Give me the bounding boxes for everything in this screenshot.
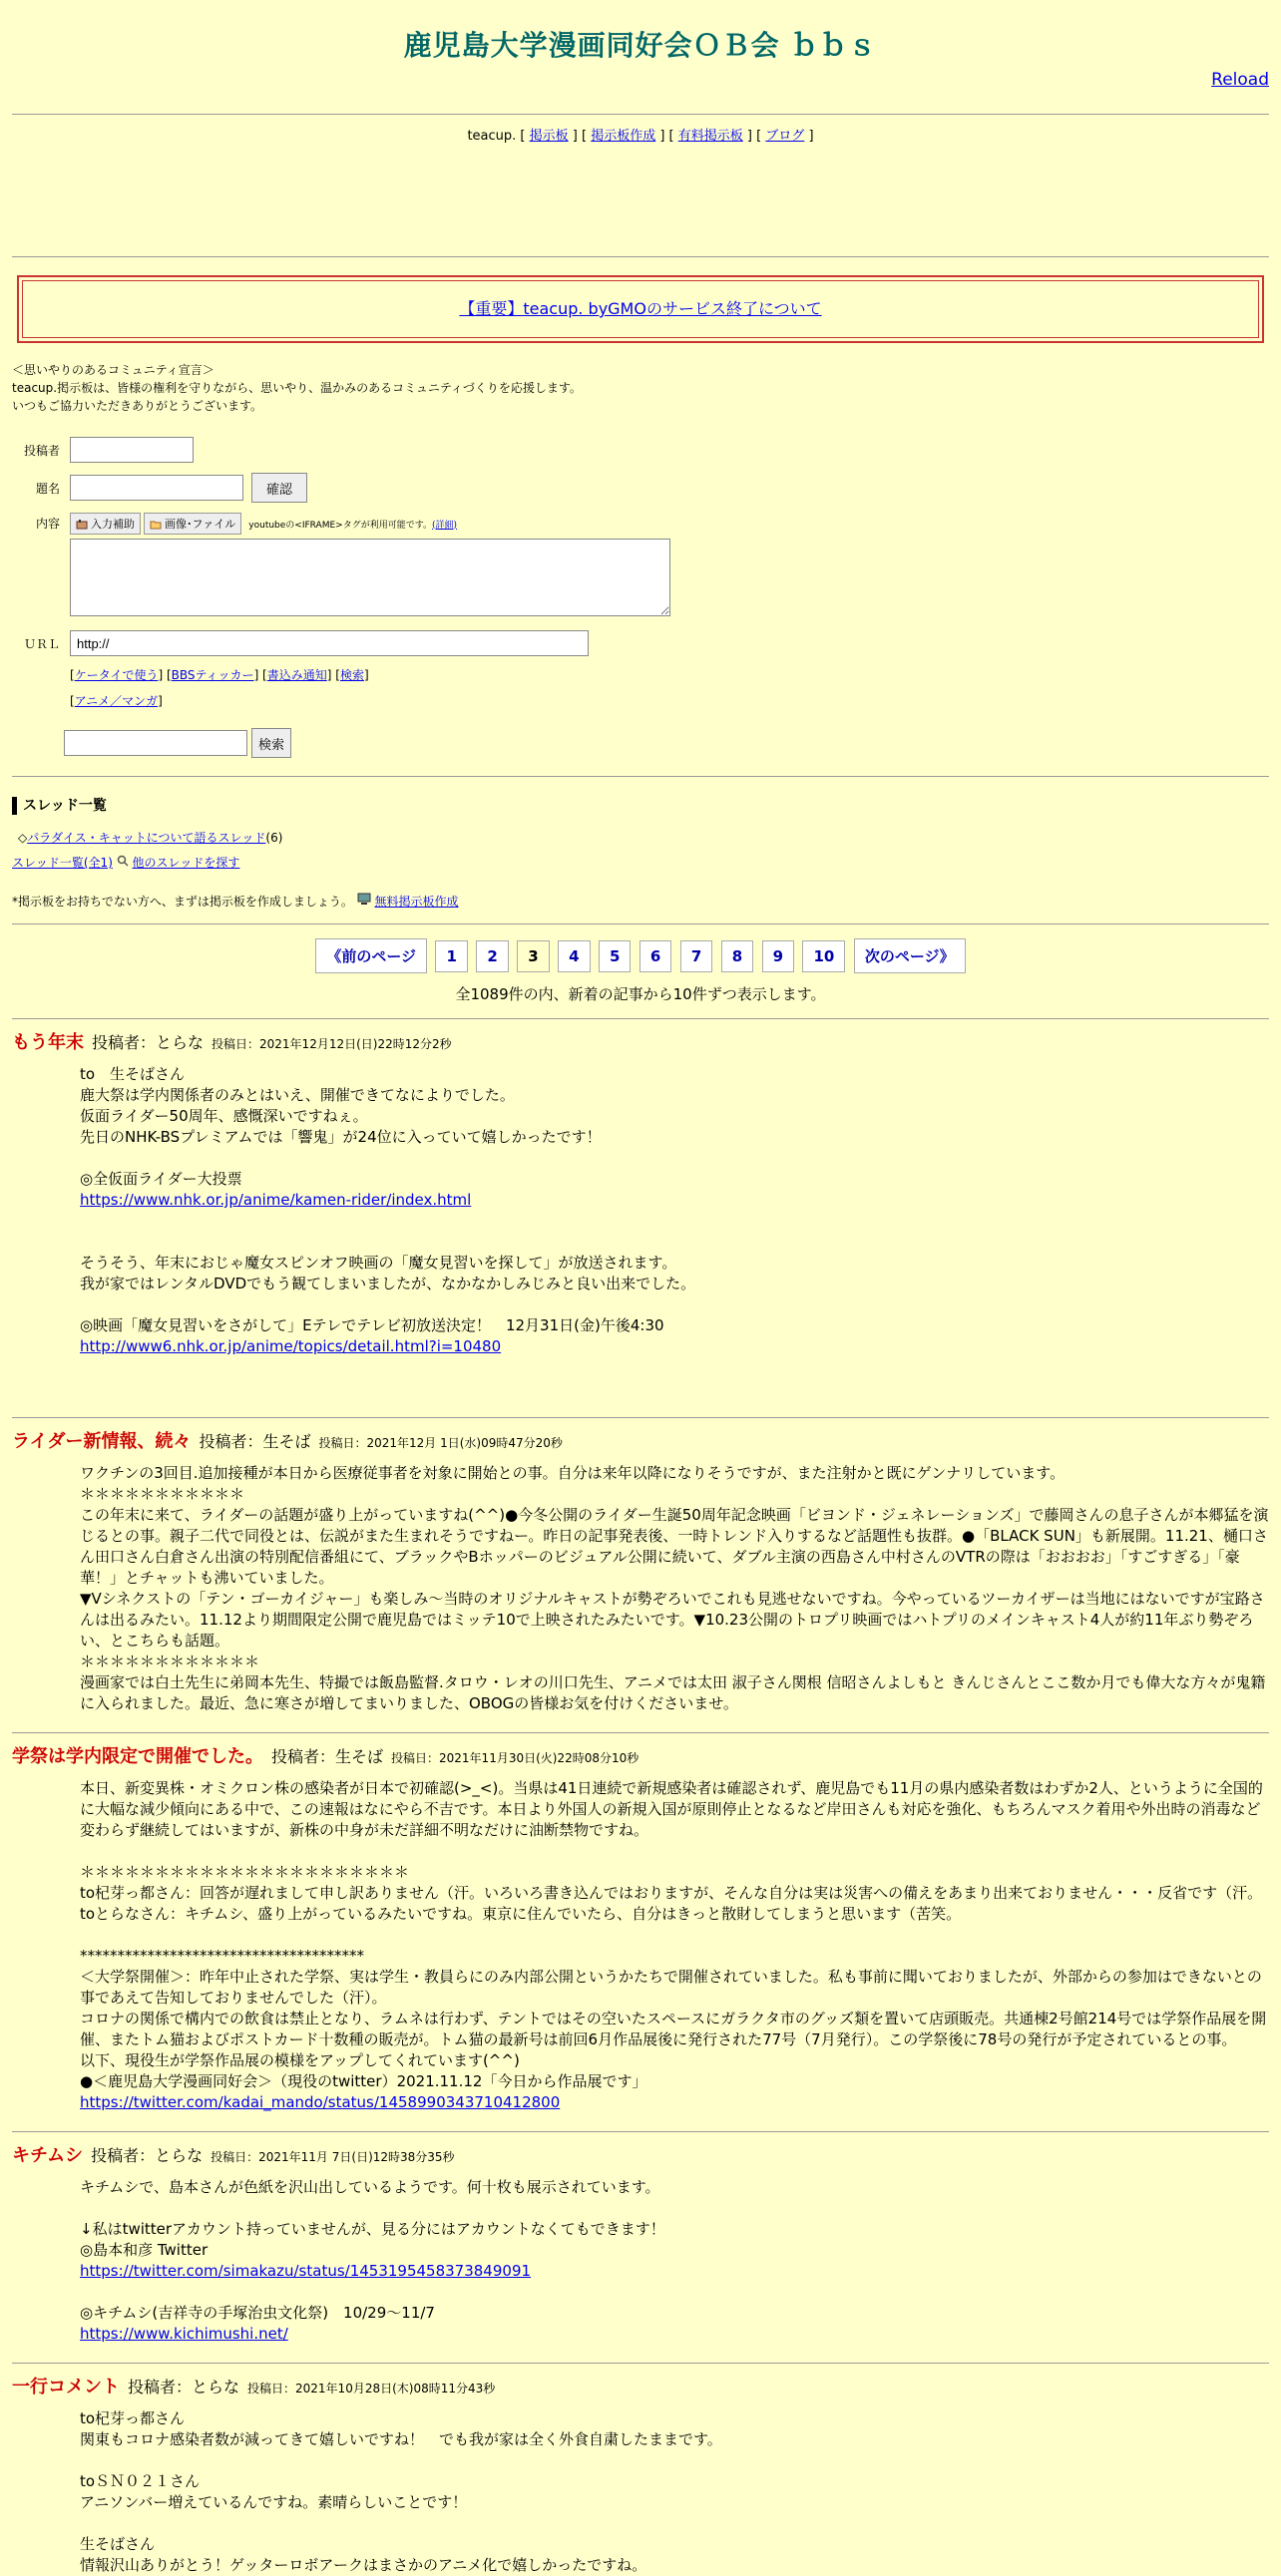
page-5[interactable]: 5 (599, 940, 631, 972)
notice-link[interactable]: 【重要】teacup. byGMOのサービス終了について (459, 299, 822, 318)
post-link[interactable]: http://www6.nhk.or.jp/anime/topics/detail.html?i=10480 (80, 1337, 502, 1355)
input-assist-label: 入力補助 (91, 518, 135, 531)
post-text-line: ＊＊＊＊＊＊＊＊＊＊＊＊＊＊＊＊＊＊＊＊＊＊ (80, 1863, 410, 1881)
post-date: 投稿日：2021年10月28日(木)08時11分43秒 (247, 2382, 496, 2395)
post-text-line: 仮面ライダー50周年、感慨深いですねぇ。 (80, 1107, 368, 1125)
post-text-line: ↓私はtwitterアカウント持っていませんが、見る分にはアカウントなくてもできます！ (80, 2220, 665, 2238)
blank-line (80, 1841, 1269, 1862)
content-textarea[interactable] (70, 539, 670, 616)
post-header (12, 2376, 1269, 2400)
post-text-line: toとらなさん：キチムシ、盛り上がっているみたいですね。東京に住んでいたら、自分はきっと散財してしまうと思います（苦笑。 (80, 1905, 962, 1923)
blank-line (80, 1211, 1269, 1232)
declaration-heading: ＜思いやりのあるコミュニティ宣言＞ (12, 363, 214, 377)
post-text-line: toＳＮ０２１さん (80, 2472, 201, 2490)
page-8[interactable]: 8 (721, 940, 753, 972)
thread-count: (6) (265, 831, 283, 845)
post-text-line: ＊＊＊＊＊＊＊＊＊＊＊＊ (80, 1653, 260, 1670)
content-label: 内容 (35, 517, 60, 531)
post-link-line (80, 1336, 1269, 1357)
blank-line (80, 1357, 1269, 1378)
post-text-line: 漫画家では白土先生に弟岡本先生、特撮では飯島監督.タロウ・レオの川口先生、アニメでは太田 淑子さん関根 信昭さんよしもと きんじさんとここ数か月でも偉大な方々が鬼籍に入られました。最近、急に寒さが増してまいりました、OBOGの皆様お気を付けくださいませ。 (80, 1673, 1266, 1712)
post-header (12, 1745, 1269, 1770)
post-form (12, 437, 1269, 758)
youtube-note: youtubeの<IFRAME>タグが利用可能です。 (248, 520, 432, 531)
thread-links (12, 854, 1269, 871)
image-file-label: 画像･ファイル (165, 518, 236, 531)
post-text-line: ◎映画「魔女見習いをさがして」Eテレでテレビ初放送決定！ 12月31日(金)午後4:30 (80, 1316, 664, 1334)
nav-prefix: teacup. (467, 129, 517, 144)
computer-icon (357, 893, 371, 906)
search-form (64, 728, 1269, 758)
declaration-thanks: いつもご協力いただきありがとうございます。 (12, 399, 263, 413)
post-text-line: 以下、現役生が学祭作品展の模様をアップしてくれています(^^) (80, 2051, 520, 2069)
ticker-link[interactable]: BBSティッカー (171, 668, 254, 682)
post-body (80, 1463, 1269, 1714)
community-declaration (12, 361, 1269, 415)
post-link[interactable]: https://www.kichimushi.net/ (80, 2325, 288, 2343)
anime-manga-link[interactable]: アニメ／マンガ (74, 694, 159, 708)
post-body (80, 1064, 1269, 1399)
post-body (80, 2177, 1269, 2345)
post-count-summary: 全1089件の内、新着の記事から10件ずつ表示します。 (455, 985, 826, 1003)
post-header (12, 1430, 1269, 1455)
post-text-line: 情報沢山ありがとう！ゲッターロボアークはまさかのアニメ化で嬉しかったですね。 (80, 2556, 647, 2574)
page-10[interactable]: 10 (802, 940, 845, 972)
page-3-current: 3 (517, 940, 549, 972)
page-9[interactable]: 9 (762, 940, 794, 972)
post-date: 投稿日：2021年11月 7日(日)12時38分35秒 (211, 2150, 455, 2164)
mobile-link[interactable]: ケータイで使う (74, 668, 159, 682)
input-assist-button[interactable] (70, 513, 141, 535)
post-title: もう年末 (12, 1032, 84, 1053)
poster-label: 投稿者 (23, 443, 60, 458)
page-2[interactable]: 2 (476, 940, 508, 972)
create-note-text: *掲示板をお持ちでない方へ、まずは掲示板を作成しましょう。 (12, 895, 353, 909)
nav-paid-bbs[interactable]: 有料掲示板 (677, 129, 743, 144)
post-title: キチムシ (12, 2145, 84, 2166)
post-text-line: 先日のNHK-BSプレミアムでは「響鬼」が24位に入っていて嬉しかったです！ (80, 1128, 602, 1146)
post-date: 投稿日：2021年12月 1日(水)09時47分20秒 (318, 1436, 563, 1450)
page-4[interactable]: 4 (558, 940, 590, 972)
blank-line (80, 2282, 1269, 2303)
search-input[interactable] (64, 730, 247, 756)
post-link[interactable]: https://www.nhk.or.jp/anime/kamen-rider/index.html (80, 1191, 472, 1209)
page-7[interactable]: 7 (680, 940, 712, 972)
post-divider (12, 1018, 1269, 1019)
page-1[interactable]: 1 (435, 940, 467, 972)
post-list (12, 1018, 1269, 2576)
search-link[interactable]: 検索 (339, 668, 364, 682)
post-text-line: ＜大学祭開催＞：昨年中止された学祭、実は学生・教員らにのみ内部公開というかたちで開催されていました。私も事前に聞いておりましたが、外部からの参加はできないとの事であえて告知しておりませんでした（汗）。 (80, 1968, 1262, 2007)
post-author: 投稿者：とらな (91, 2146, 204, 2165)
search-icon (117, 855, 129, 867)
thread-item: ◇パラダイス・キャットについて語るスレッド(6) (18, 831, 283, 845)
top-nav: teacup. [ 掲示板 ] [ 掲示板作成 ] [ 有料掲示板 ] [ ブログ ] (467, 129, 814, 144)
divider (12, 923, 1269, 924)
other-threads-link[interactable]: 他のスレッドを探す (132, 856, 240, 870)
post-text-line: この年末に来て、ライダーの話題が盛り上がっていますね(^^)●今冬公開のライダー生誕50周年記念映画「ビヨンド・ジェネレーションズ」で藤岡さんの息子さんが本郷猛を演じるとの事。親子二代で同役とは、伝説がまた生まれそうですねー。昨日の記事発表後、一時トレンド入りするなど話題性も抜群。●「BLACK SUN」も新展開。11.21、樋口さん田口さん白倉さん出演の特別配信番組にて、ブラックやBホッパーのビジュアル公開に続いて、ダブル主演の西島さん中村さんのVTRの際は「おおおお」「すごすぎる」「豪華！」とチャットも沸いていました。 (80, 1506, 1269, 1587)
blank-line (80, 2450, 1269, 2471)
post-author: 投稿者：とらな (92, 1033, 205, 1052)
post-author: 投稿者：とらな (128, 2378, 240, 2396)
blank-line (80, 1148, 1269, 1169)
post-link[interactable]: https://twitter.com/simakazu/status/1453195458373849091 (80, 2262, 532, 2280)
divider (12, 114, 1269, 115)
post-title: ライダー新情報、続々 (12, 1431, 192, 1452)
post-text-line: キチムシで、島本さんが色紙を沢山出しているようです。何十枚も展示されています。 (80, 2178, 660, 2196)
post-link-line (80, 2092, 1269, 2113)
category-links: [アニメ／マンガ] (70, 694, 163, 708)
url-input[interactable] (70, 630, 589, 656)
details-link[interactable]: (詳細) (432, 520, 458, 531)
blank-line (80, 1232, 1269, 1253)
ad-space (12, 147, 1269, 256)
post-header (12, 2144, 1269, 2169)
post-date: 投稿日：2021年12月12日(日)22時12分2秒 (212, 1037, 452, 1051)
create-bbs-link[interactable]: 無料掲示板作成 (374, 895, 459, 909)
post-text-line: ◎全仮面ライダー大投票 (80, 1170, 242, 1188)
post-text-line: アニソンバー増えているんですね。素晴らしいことです！ (80, 2493, 468, 2511)
site-title: 鹿児島大学漫画同好会ＯＢ会 ｂｂｓ (403, 29, 878, 62)
divider (12, 776, 1269, 777)
post-link[interactable]: https://twitter.com/kadai_mando/status/1458990343710412800 (80, 2093, 561, 2111)
post-text-line: ************************************** (80, 1947, 364, 1965)
post-header (12, 1031, 1269, 1056)
form-links: [ケータイで使う] [BBSティッカー] [書込み通知] [検索] (70, 668, 369, 682)
notify-link[interactable]: 書込み通知 (266, 668, 327, 682)
post-body (80, 2408, 1269, 2576)
subject-input[interactable] (70, 475, 243, 501)
post-author: 投稿者：生そば (271, 1747, 384, 1766)
post-text-line: 我が家ではレンタルDVDでもう観てしまいましたが、なかなかしみじみと良い出来でした。 (80, 1275, 696, 1292)
image-file-button[interactable] (144, 513, 241, 535)
post-author: 投稿者：生そば (199, 1432, 311, 1451)
post-divider (12, 2131, 1269, 2132)
post-text-line: コロナの関係で構内での飲食は禁止となり、ラムネは行わず、テントではその空いたスペースにガラクタ市のグッズ類を置いて店頭販売。共通棟2号館214号では学祭作品展を開催、またトム猫およびポストカード十数種の販売が。トム猫の最新号は前回6月作品展後に発行された77号（7月発行）。この学祭後に78号の発行が予定されているとの事。 (80, 2010, 1267, 2048)
post-link-line (80, 2324, 1269, 2345)
create-bbs-note (12, 893, 1269, 910)
blank-line (80, 1378, 1269, 1399)
post-text-line: to杞芽っ都さん (80, 2409, 186, 2427)
divider (12, 256, 1269, 257)
post-text-line: to 生そばさん (80, 1065, 186, 1083)
post-text-line: 本日、新変異株・オミクロン株の感染者が日本で初確認(>_<)。当県は41日連続で新規感染者は確認されず、鹿児島でも11月の県内感染者数はわずか2人、というように全国的に大幅な減少傾向にある中で、この速報はなにやら不吉です。本日より外国人の新規入国が原則停止となるなど岸田さんも対応を強化、もちろんマスク着用や外出時の消毒など変わらず継続してはいますが、新株の中身が未だ詳細不明なだけに油断禁物ですね。 (80, 1779, 1263, 1839)
folder-icon (150, 519, 162, 530)
blank-line (80, 2198, 1269, 2219)
pager (12, 938, 1269, 973)
post-date: 投稿日：2021年11月30日(火)22時08分10秒 (391, 1751, 640, 1765)
post-link-line (80, 2261, 1269, 2282)
post-text-line: そうそう、年末におじゃ魔女スピンオフ映画の「魔女見習いを探して」が放送されます。 (80, 1254, 677, 1272)
post-title: 一行コメント (12, 2377, 120, 2397)
subject-label: 題名 (35, 481, 60, 496)
search-button[interactable]: 検索 (251, 728, 291, 758)
all-threads-link[interactable]: スレッド一覧(全1) (12, 856, 113, 870)
next-page-button[interactable]: 次のページ》 (854, 938, 966, 973)
thread-list-heading: スレッド一覧 (12, 797, 1269, 815)
blank-line (80, 1925, 1269, 1946)
post-divider (12, 1732, 1269, 1733)
keyboard-icon (76, 519, 88, 530)
nav-bbs[interactable]: 掲示板 (529, 129, 569, 144)
thread-link[interactable]: パラダイス・キャットについて語るスレッド (27, 831, 266, 845)
poster-input[interactable] (70, 437, 194, 463)
post-text-line: 鹿大祭は学内関係者のみとはいえ、開催できてなによりでした。 (80, 1086, 515, 1104)
post-text-line: ◎キチムシ(吉祥寺の手塚治虫文化祭) 10/29～11/7 (80, 2304, 435, 2322)
post-body (80, 1778, 1269, 2113)
nav-blog[interactable]: ブログ (765, 129, 805, 144)
blank-line (80, 1294, 1269, 1315)
notice-box (17, 275, 1264, 343)
confirm-button[interactable]: 確認 (251, 473, 307, 503)
blank-line (80, 2513, 1269, 2534)
url-label: ＵＲＬ (23, 636, 60, 651)
post-text-line: ●＜鹿児島大学漫画同好会＞（現役のtwitter）2021.11.12「今日から作品展です」 (80, 2072, 647, 2090)
post-text-line: 関東もコロナ感染者数が減ってきて嬉しいですね！ でも我が家は全く外食自粛したままです。 (80, 2430, 722, 2448)
reload-link[interactable]: Reload (1211, 70, 1269, 90)
post-text-line: 生そばさん (80, 2535, 156, 2553)
post-title: 学祭は学内限定で開催でした。 (12, 1746, 263, 1767)
post-text-line: ▼Vシネクストの「テン・ゴーカイジャー」も楽しみ～当時のオリジナルキャストが勢ぞろいでこれも見逃せないですね。今やっているツーカイザーは当地にはないですが宝路さんは出るみたい。11.12より期間限定公開で鹿児島ではミッテ10で上映されたみたいです。▼10.23公開のトロプリ映画ではハトプリのメインキャスト4人が約11年ぶり勢ぞろい、とこちらも話題。 (80, 1590, 1265, 1650)
post-divider (12, 2363, 1269, 2364)
post-divider (12, 1417, 1269, 1418)
declaration-text: teacup.掲示板は、皆様の権利を守りながら、思いやり、温かみのあるコミュニティづくりを応援します。 (12, 381, 582, 395)
nav-create-bbs[interactable]: 掲示板作成 (591, 129, 656, 144)
page-6[interactable]: 6 (640, 940, 671, 972)
prev-page-button[interactable]: 《前のページ (315, 938, 427, 973)
post-text-line: to杞芽っ都さん：回答が遅れまして申し訳ありません（汗。いろいろ書き込んではおりますが、そんな自分は実は災害への備えをあまり出来ておりません・・・反省です（汗。 (80, 1884, 1263, 1902)
post-text-line: ワクチンの3回目.追加接種が本日から医療従事者を対象に開始との事。自分は来年以降になりそうですが、また注射かと既にゲンナリしています。 (80, 1464, 1066, 1482)
post-text-line: ＊＊＊＊＊＊＊＊＊＊＊ (80, 1485, 245, 1503)
post-link-line (80, 1190, 1269, 1211)
post-text-line: ◎島本和彦 Twitter (80, 2241, 209, 2259)
